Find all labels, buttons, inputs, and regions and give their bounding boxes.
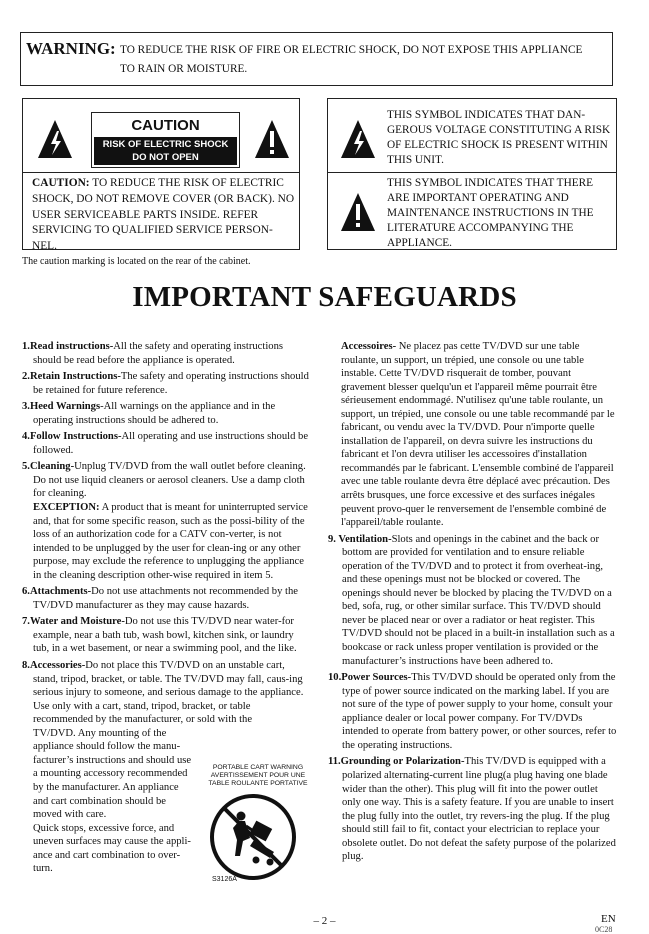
portable-cart-warning-figure [204, 764, 312, 884]
accessories-continued: TV/DVD. Any mounting of the appliance should follow the manu- facturer’s instructions and should use a mounting accessory recommended by the manufacturer. An appliance and cart combination should be moved with care. Quick stops, excessive force, and uneven surfaces may cause the appli- ance and cart combination to over- turn. [33, 727, 192, 875]
caution-panel [22, 98, 300, 253]
safeguard-item: 2.Retain Instructions-The safety and operating instructions should be retained for future reference. [22, 371, 309, 396]
right-column [328, 340, 617, 867]
document-code: 0C28 [595, 925, 613, 934]
maintenance-symbol-text: THIS SYMBOL INDICATES THAT THERE ARE IMPORTANT OPERATING AND MAINTENANCE INSTRUCTIONS IN THE LITERATURE ACCOMPANYING THE APPLIANCE. [387, 177, 594, 249]
page-title: IMPORTANT SAFEGUARDS [132, 281, 517, 313]
cart-caption-2: AVERTISSEMENT POUR UNE [210, 772, 306, 779]
symbol-panel [327, 98, 617, 250]
voltage-symbol-text: THIS SYMBOL INDICATES THAT DAN-GEROUS VOLTAGE CONSTITUTING A RISK OF ELECTRIC SHOCK IS PRESENT WITHIN THIS UNIT. [387, 109, 611, 166]
warning-line-2: TO RAIN OR MOISTURE. [120, 63, 248, 75]
safeguard-item: 11.Grounding or Polarization-This TV/DVD is equipped with a polarized alternating-current line plug(a plug having one blade wider than the other). This plug will fit into the power outlet only one way. This is a safety feature. If you are unable to insert the plug fully into the outlet, try revers-ing the plug. If the plug should still fail to fit, contact your electrician to replace your obsolete outlet. Do not defeat the safety purpose of the polarized plug. [328, 756, 616, 863]
safeguard-item: 6.Attachments-Do not use attachments not recommended by the TV/DVD manufacturer as they may cause hazards. [22, 586, 298, 611]
exception-note: EXCEPTION: A product that is meant for uninterrupted service and, that for some specific reason, such as the possi-bility of the loss of an authorization code for a CATV con-verter, is not intended to be unplugged by the user for clean-ing or any other purpose, may exclude the reference to unplugging the appliance in the cleaning description other-wise required in item 5. [33, 502, 308, 581]
caution-text-lead: CAUTION: [32, 177, 90, 189]
warning-line-1: TO REDUCE THE RISK OF FIRE OR ELECTRIC SHOCK, DO NOT EXPOSE THIS APPLIANCE [120, 44, 583, 56]
rear-caution-note: The caution marking is located on the rear of the cabinet. [22, 256, 251, 267]
caution-title: CAUTION [131, 117, 200, 134]
voltage-symbol-row [328, 99, 616, 173]
safeguard-item: 5.Cleaning-Unplug TV/DVD from the wall outlet before cleaning. Do not use liquid cleaners or aerosol cleaners. Use a damp cloth for cleaning. [22, 461, 306, 500]
caution-band-line-2: DO NOT OPEN [132, 152, 199, 163]
safeguard-item: 10.Power Sources-This TV/DVD should be operated only from the type of power source indicated on the marking label. If you are not sure of the type of power supply to your home, consult your appliance dealer or local power company. For TV/DVDs intended to operate from battery power, or other sources, refer to the operating instructions. [328, 672, 617, 751]
warning-box [20, 32, 613, 86]
caution-text [32, 176, 296, 255]
caution-band-line-1: RISK OF ELECTRIC SHOCK [102, 139, 229, 150]
cart-caption-1: PORTABLE CART WARNING [212, 764, 304, 771]
page-number: – 2 – [313, 915, 336, 927]
safeguard-item: 7.Water and Moisture-Do not use this TV/DVD near water-for example, near a bath tub, wash bowl, kitchen sink, or laundry tub, in a wet basement, or near a swimming pool, and the like. [22, 616, 297, 655]
lightning-warning-icon [340, 119, 376, 159]
cart-figure-code: S3126A [212, 876, 237, 883]
cart-tipover-icon [210, 794, 296, 880]
safeguard-item: 4.Follow Instructions-All operating and use instructions should be followed. [22, 431, 309, 456]
french-accessories-note: Accessoires- Ne placez pas cette TV/DVD sur une table roulante, un support, un trépied, une console ou une table instable. Cette TV/DVD risquerait de tomber, pouvant gravement blesser quelqu'un et l'appareil même pourrait être sérieusement endommagé. N'utilisez qu'une table roulante, un support, un trépied, une console ou une table recommandé par le fabricant, ou vendu avec la TV/DVD. Pour n'importe quelle installation de l'appareil, on devra suivre les instructions du fabricant et l'on devra utiliser les accessoires d'installation recommandés par le fabricant. L'ensemble combiné de l'appareil avec une table roulante devra être déplacé avec précaution. Des arrêts brusques, une force excessive et des surfaces inégales peuvent provo-quer le renversement de l'ensemble combiné de l'appareil/table roulante. [341, 341, 615, 529]
caution-label [91, 112, 240, 168]
warning-lead: WARNING: [26, 39, 116, 58]
lightning-warning-icon [37, 119, 73, 159]
caution-label-area [23, 99, 299, 173]
safeguard-item: 8.Accessories-Do not place this TV/DVD on an unstable cart, stand, tripod, bracket, or table. The TV/DVD may fall, caus-ing serious injury to someone, and serious damage to the appliance. Use only with a cart, stand, tripod, bracket, or table recommended by the manufacturer, or sold with the [22, 660, 304, 726]
caution-band [94, 137, 237, 165]
language-code: EN [601, 913, 616, 925]
exclamation-warning-icon [340, 192, 376, 232]
caution-text-body: TO REDUCE THE RISK OF ELECTRIC SHOCK, DO NOT REMOVE COVER (OR BACK). NO USER SERVICEABLE PARTS INSIDE. REFER SERVICING TO QUALIFIED SERVICE PERSON-NEL. [32, 177, 295, 253]
safeguard-item: 3.Heed Warnings-All warnings on the appliance and in the operating instructions should be adhered to. [22, 401, 276, 426]
safeguard-item: 1.Read instructions-All the safety and operating instructions should be read before the appliance is operated. [22, 341, 283, 366]
exclamation-warning-icon [254, 119, 290, 159]
cart-caption-3: TABLE ROULANTE PORTATIVE [208, 780, 308, 787]
safeguard-item: 9. Ventilation-Slots and openings in the cabinet and the back or bottom are provided for ventilation and to ensure reliable operation of the TV/DVD and to protect it from overheat-ing, and these openings must not be blocked or covered. The openings should never be blocked by placing the TV/DVD on a bed, sofa, rug, or other similar surface. This TV/DVD should never be placed near or over a radiator or heat register. This TV/DVD should not be placed in a built-in installation such as a bookcase or rack unless proper ventilation is provided or the manufacturer’s instructions have been adhered to. [328, 533, 615, 667]
